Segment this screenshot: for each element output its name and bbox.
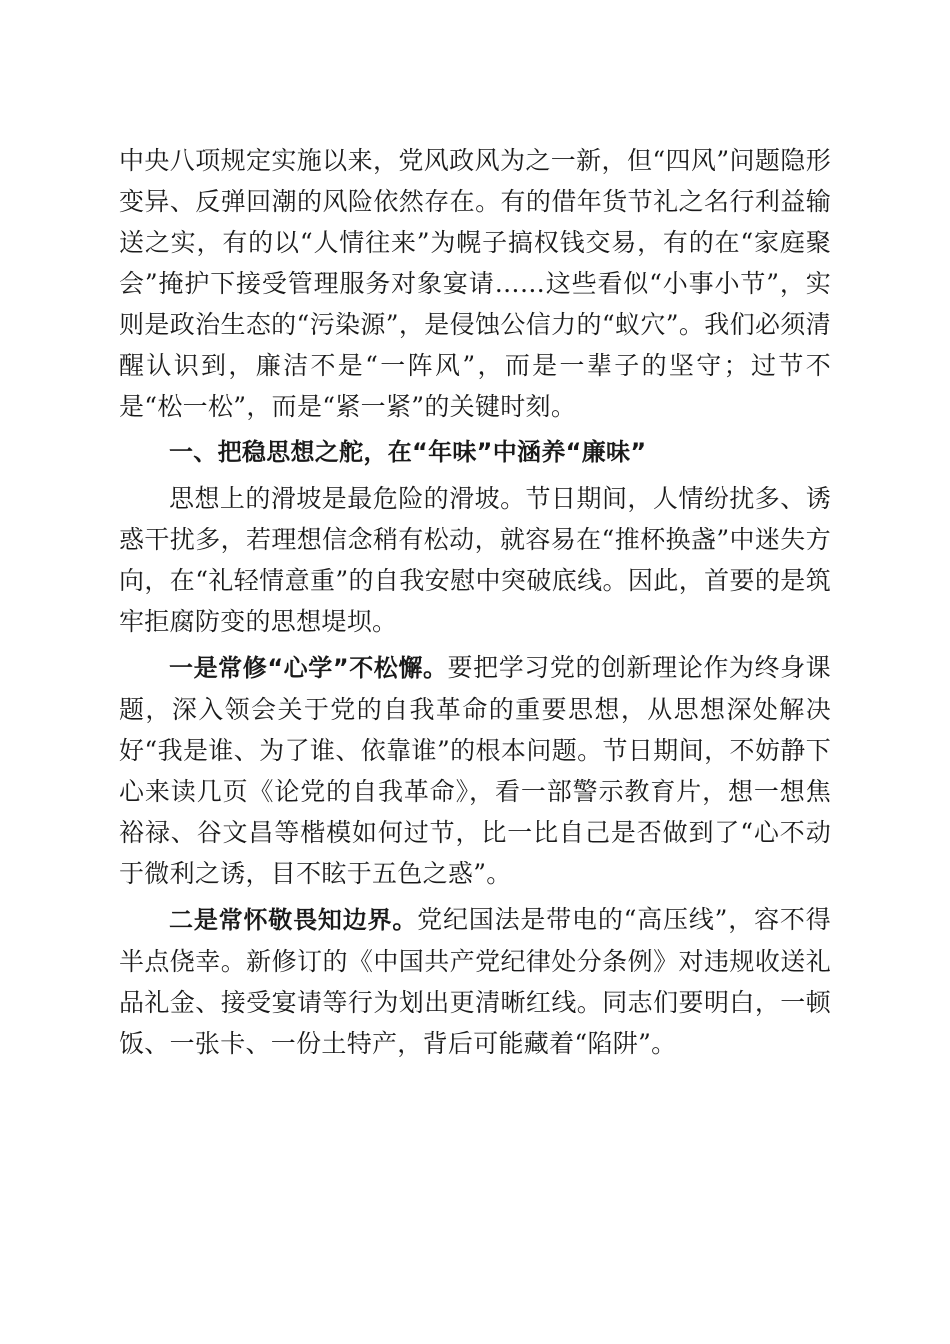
- point-1-lead: 一是常修“心学”不松懈。: [169, 654, 448, 682]
- point-2-paragraph: [119, 899, 831, 1064]
- document-body: [119, 140, 831, 1069]
- point-2-text: 党纪国法是带电的“高压线”，容不得半点侥幸。新修订的《中国共产党纪律处分条例》对违规收送礼品礼金、接受宴请等行为划出更清晰红线。同志们要明白，一顿饭、一张卡、一份土特产，背后可能藏着“陷阱”。: [119, 905, 832, 1058]
- point-1-text: 要把学习党的创新理论作为终身课题，深入领会关于党的自我革命的重要思想，从思想深处解决好“我是谁、为了谁、依靠谁”的根本问题。节日期间，不妨静下心来读几页《论党的自我革命》，看一部警示教育片，想一想焦裕禄、谷文昌等楷模如何过节，比一比自己是否做到了“心不动于微利之诱，目不眩于五色之惑”。: [119, 653, 831, 888]
- point-2-lead: 二是常怀敬畏知边界。: [169, 906, 418, 934]
- section-heading-1: 一、把稳思想之舵，在“年味”中涵养“廉味”: [169, 438, 647, 466]
- section-1-paragraph: 思想上的滑坡是最危险的滑坡。节日期间，人情纷扰多、诱惑干扰多，若理想信念稍有松动，就容易在“推杯换盏”中迷失方向，在“礼轻情意重”的自我安慰中突破底线。因此，首要的是筑牢拒腐防变的思想堤坝。: [119, 484, 831, 636]
- point-1-paragraph: [119, 647, 831, 894]
- intro-paragraph: 中央八项规定实施以来，党风政风为之一新，但“四风”问题隐形变异、反弹回潮的风险依然存在。有的借年货节礼之名行利益输送之实，有的以“人情往来”为幌子搞权钱交易，有的在“家庭聚会”掩护下接受管理服务对象宴请……这些看似“小事小节”，实则是政治生态的“污染源”，是侵蚀公信力的“蚁穴”。我们必须清醒认识到，廉洁不是“一阵风”，而是一辈子的坚守；过节不是“松一松”，而是“紧一紧”的关键时刻。: [119, 146, 831, 421]
